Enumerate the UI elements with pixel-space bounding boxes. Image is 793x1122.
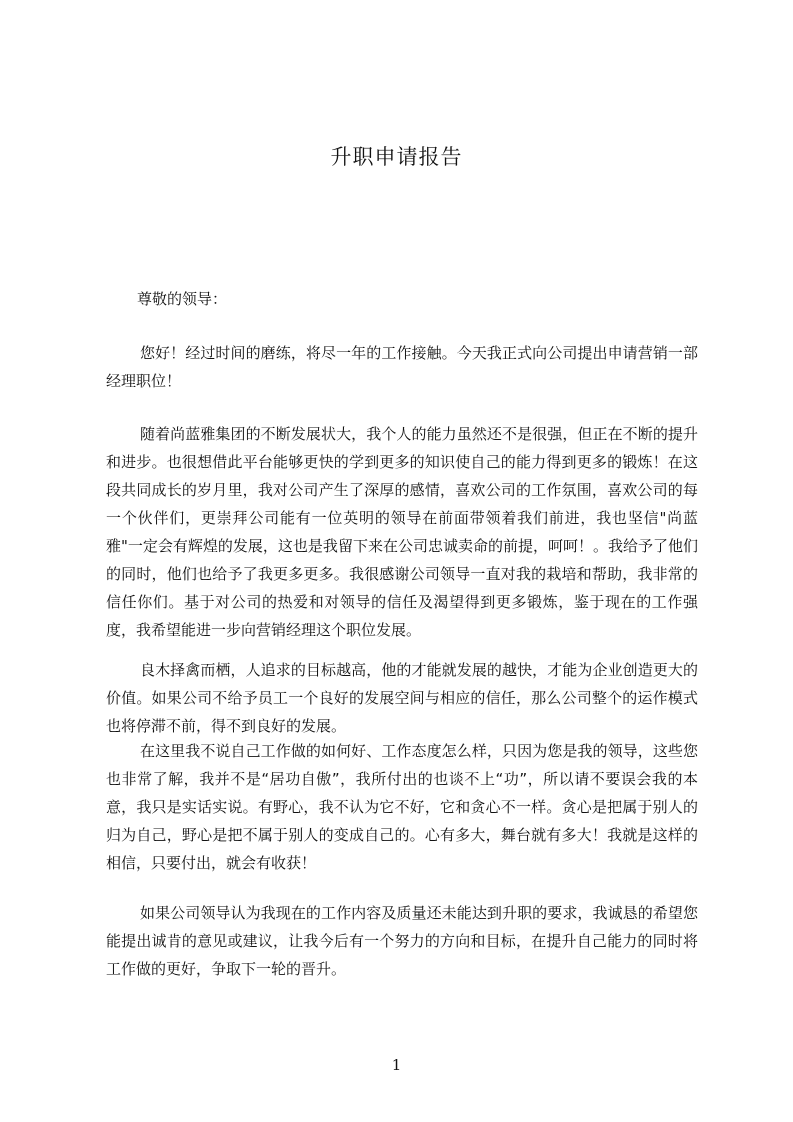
paragraph-growth: 随着尚蓝雅集团的不断发展状大，我个人的能力虽然还不是很强，但正在不断的提升和进步。也很想借此平台能够更快的学到更多的知识使自己的能力得到更多的锻炼！在这段共同成长的岁月里，我对公司产生了深厚的感情，喜欢公司的工作氛围，喜欢公司的每一个伙伴们，更崇拜公司能有一位英明的领导在前面带领着我们前进，我也坚信"尚蓝雅"一定会有辉煌的发展，这也是我留下来在公司忠诚卖命的前提，呵呵！。我给予了他们的同时，他们也给予了我更多更多。我很感谢公司领导一直对我的栽培和帮助，我非常的信任你们。基于对公司的热爱和对领导的信任及渴望得到更多锻炼，鉴于现在的工作强度，我希望能进一步向营销经理这个职位发展。 xyxy=(106,425,698,639)
document-title: 升职申请报告 xyxy=(330,145,463,169)
page-number: 1 xyxy=(391,1056,402,1074)
salutation: 尊敬的领导： xyxy=(137,290,228,308)
paragraph-greeting: 您好！经过时间的磨练，将尽一年的工作接触。今天我正式向公司提出申请营销一部经理职位！ xyxy=(106,344,698,390)
paragraph-ambition: 在这里我不说自己工作做的如何好、工作态度怎么样，只因为您是我的领导，这些您也非常了解，我并不是“居功自傲”，我所付出的也谈不上“功”，所以请不要误会我的本意，我只是实话实说。有野心，我不认为它不好，它和贪心不一样。贪心是把属于别人的归为自己，野心是把不属于别人的变成自己的。心有多大，舞台就有多大！我就是这样的相信，只要付出，就会有收获！ xyxy=(106,742,698,872)
paragraph-request: 如果公司领导认为我现在的工作内容及质量还未能达到升职的要求，我诚恳的希望您能提出诚肯的意见或建议，让我今后有一个努力的方向和目标，在提升自己能力的同时将工作做的更好，争取下一轮的晋升。 xyxy=(106,904,698,978)
paragraph-development: 良木择禽而栖，人追求的目标越高，他的才能就发展的越快，才能为企业创造更大的价值。如果公司不给予员工一个良好的发展空间与相应的信任，那么公司整个的运作模式也将停滞不前，得不到良好的发展。 xyxy=(106,661,698,735)
